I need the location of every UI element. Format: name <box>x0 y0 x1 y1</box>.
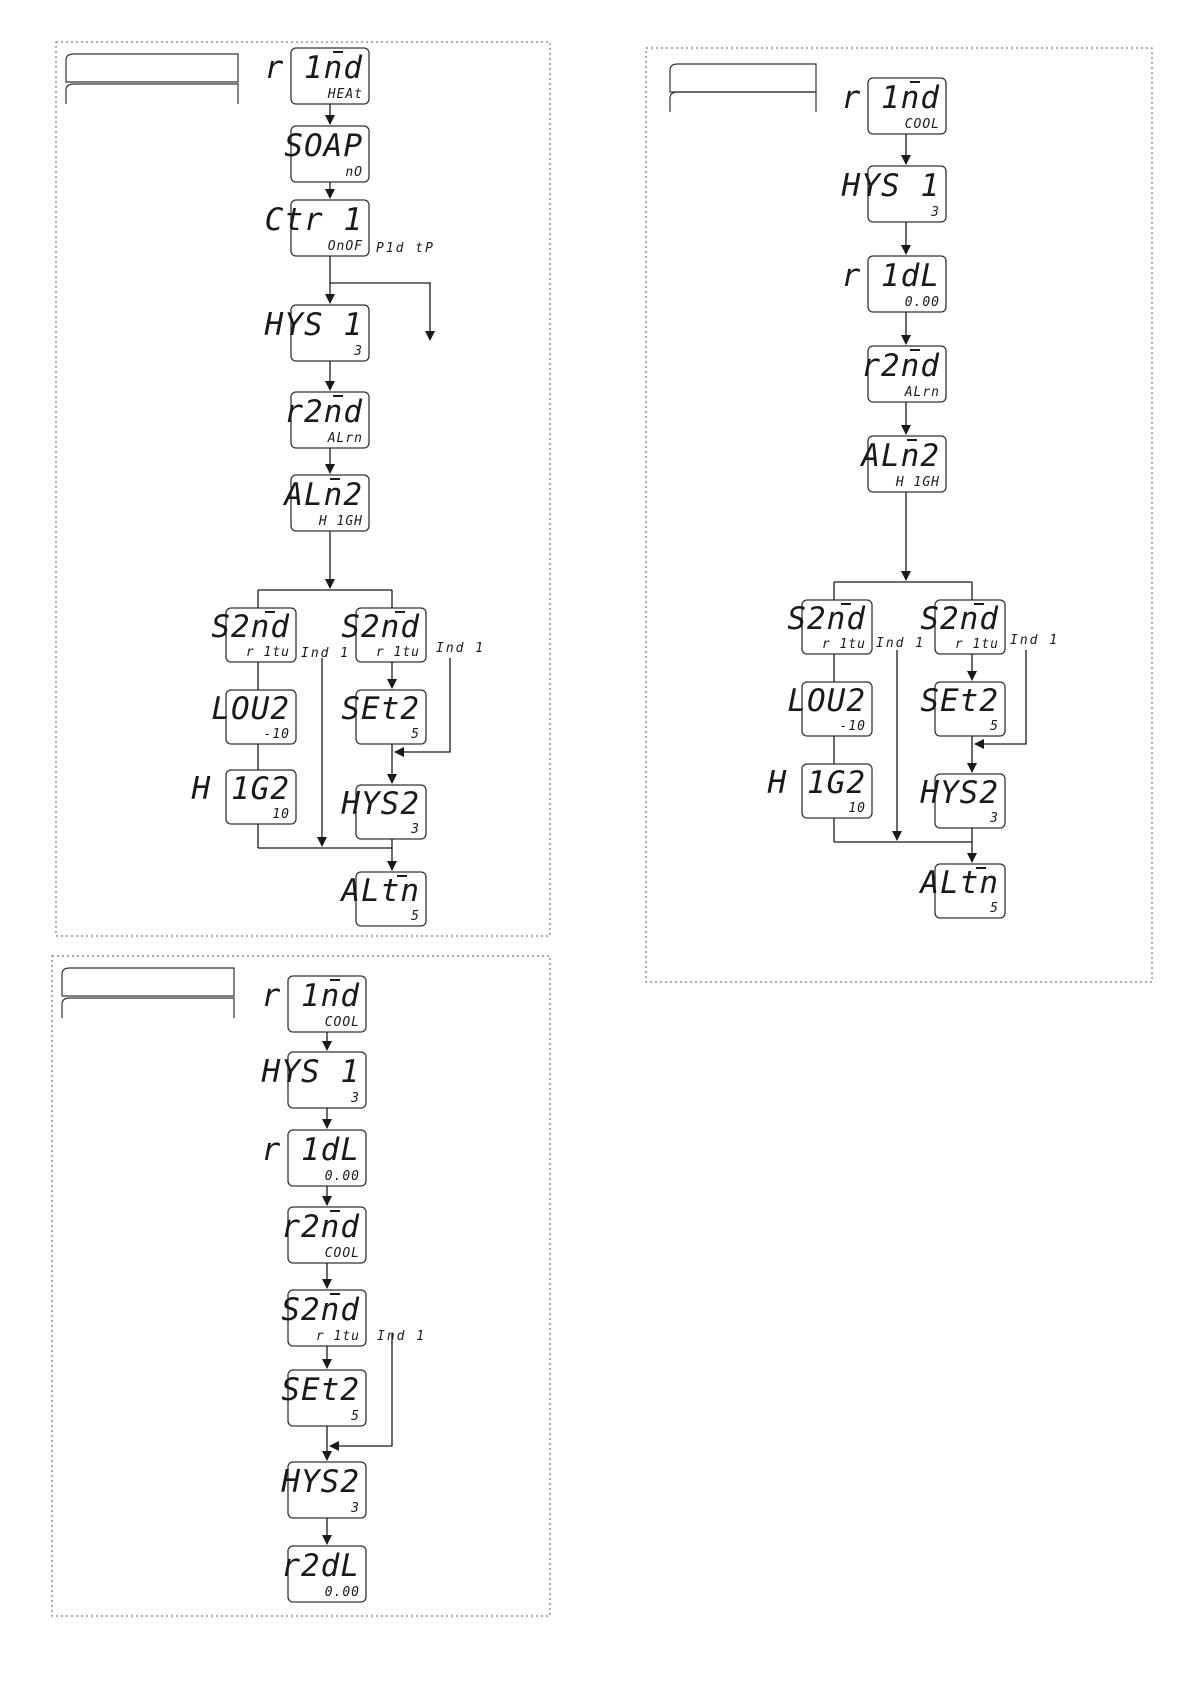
svg-text:r 1nd: r 1nd <box>841 80 940 116</box>
svg-text:r2dL: r2dL <box>281 1548 360 1584</box>
svg-text:3: 3 <box>411 822 420 837</box>
panel-tab <box>670 64 816 112</box>
svg-text:LOU2: LOU2 <box>787 683 866 719</box>
option-label: Ind 1 <box>377 1329 427 1344</box>
svg-text:SEt2: SEt2 <box>920 683 999 719</box>
svg-text:r 1tu: r 1tu <box>954 637 999 652</box>
svg-text:10: 10 <box>272 807 290 822</box>
panel-cool-alarm <box>646 48 1152 982</box>
svg-text:S2nd: S2nd <box>787 601 866 637</box>
lcd-display <box>861 346 946 402</box>
lcd-display <box>339 872 426 926</box>
lcd-display <box>787 682 872 736</box>
svg-text:HEAt: HEAt <box>327 87 363 102</box>
svg-text:HYS 1: HYS 1 <box>261 1054 360 1090</box>
lcd-display <box>280 1462 366 1518</box>
svg-text:3: 3 <box>351 1501 360 1516</box>
svg-text:S2nd: S2nd <box>281 1292 360 1328</box>
lcd-display <box>284 126 369 182</box>
lcd-display <box>787 600 872 654</box>
svg-text:r2nd: r2nd <box>284 394 363 430</box>
svg-text:5: 5 <box>411 909 420 924</box>
lcd-display <box>841 166 946 222</box>
option-label: Ind 1 <box>1010 633 1060 648</box>
svg-text:5: 5 <box>351 1409 360 1424</box>
lcd-display <box>281 1546 366 1602</box>
segment-overlines <box>265 52 986 1294</box>
panel-tab <box>62 968 234 1018</box>
svg-text:H 1G2: H 1G2 <box>191 771 290 807</box>
svg-text:r 1tu: r 1tu <box>375 645 420 660</box>
lcd-display <box>859 436 946 492</box>
svg-text:r 1dL: r 1dL <box>261 1132 360 1168</box>
option-label: Ind 1 <box>436 641 486 656</box>
lcd-display <box>920 600 1005 654</box>
lcd-display <box>261 1052 366 1108</box>
svg-text:-10: -10 <box>839 719 866 734</box>
lcd-display <box>284 392 369 448</box>
svg-text:ALn2: ALn2 <box>861 438 940 474</box>
option-label: Ind 1 <box>301 646 351 661</box>
lcd-display <box>281 1370 366 1426</box>
lcd-display <box>262 976 366 1032</box>
svg-text:ALtn: ALtn <box>341 873 420 909</box>
svg-text:ALtn: ALtn <box>920 865 999 901</box>
svg-text:COOL: COOL <box>904 117 940 132</box>
svg-text:ALrn: ALrn <box>904 385 940 400</box>
lcd-display <box>920 682 1005 736</box>
option-label: Ind 1 <box>876 636 926 651</box>
svg-text:H 1G2: H 1G2 <box>767 765 866 801</box>
svg-text:S2nd: S2nd <box>211 609 290 645</box>
lcd-display <box>281 1207 366 1263</box>
svg-text:H 1GH: H 1GH <box>895 475 940 490</box>
lcd-display <box>281 1290 366 1346</box>
lcd-display <box>842 256 946 312</box>
svg-text:S2nd: S2nd <box>341 609 420 645</box>
lcd-display <box>262 1130 366 1186</box>
svg-text:HYS 1: HYS 1 <box>841 168 940 204</box>
svg-text:COOL: COOL <box>324 1015 360 1030</box>
svg-text:H 1GH: H 1GH <box>318 514 363 529</box>
svg-text:HYS2: HYS2 <box>341 786 420 822</box>
svg-text:5: 5 <box>990 719 999 734</box>
lcd-display <box>211 690 296 744</box>
svg-text:ALn2: ALn2 <box>284 477 363 513</box>
svg-text:0.00: 0.00 <box>904 295 940 310</box>
svg-text:S2nd: S2nd <box>920 601 999 637</box>
svg-text:Ctr 1: Ctr 1 <box>264 202 363 238</box>
svg-text:SOAP: SOAP <box>284 128 363 164</box>
svg-text:r 1nd: r 1nd <box>264 50 363 86</box>
lcd-display <box>211 608 296 662</box>
svg-text:3: 3 <box>351 1091 360 1106</box>
svg-text:r 1nd: r 1nd <box>261 978 360 1014</box>
svg-text:r2nd: r2nd <box>281 1209 360 1245</box>
lcd-display <box>919 774 1005 828</box>
svg-text:r 1tu: r 1tu <box>315 1329 360 1344</box>
lcd-display <box>264 305 369 361</box>
panel-cool <box>52 956 550 1616</box>
lcd-display <box>341 690 426 744</box>
panel-heat <box>56 42 550 936</box>
svg-text:r 1tu: r 1tu <box>821 637 866 652</box>
svg-text:SEt2: SEt2 <box>341 691 420 727</box>
svg-text:3: 3 <box>354 344 363 359</box>
lcd-display <box>265 48 369 104</box>
svg-text:-10: -10 <box>263 727 290 742</box>
svg-text:HYS2: HYS2 <box>281 1464 360 1500</box>
svg-text:HYS2: HYS2 <box>920 775 999 811</box>
lcd-display <box>191 770 296 824</box>
lcd-display <box>265 200 369 256</box>
lcd-display <box>282 475 369 531</box>
lcd-display <box>341 608 426 662</box>
svg-text:5: 5 <box>990 901 999 916</box>
svg-text:r 1dL: r 1dL <box>841 258 940 294</box>
svg-text:SEt2: SEt2 <box>281 1372 360 1408</box>
lcd-display <box>340 785 426 839</box>
panel-tab <box>66 54 238 104</box>
svg-text:10: 10 <box>848 801 866 816</box>
svg-text:3: 3 <box>931 205 940 220</box>
svg-text:ALrn: ALrn <box>327 431 363 446</box>
svg-text:0.00: 0.00 <box>324 1585 360 1600</box>
lcd-display <box>918 864 1005 918</box>
svg-text:LOU2: LOU2 <box>211 691 290 727</box>
svg-text:5: 5 <box>411 727 420 742</box>
svg-text:r 1tu: r 1tu <box>245 645 290 660</box>
svg-text:r2nd: r2nd <box>861 348 940 384</box>
svg-text:COOL: COOL <box>324 1246 360 1261</box>
svg-text:0.00: 0.00 <box>324 1169 360 1184</box>
option-label: P1d tP <box>376 241 435 256</box>
svg-text:3: 3 <box>990 811 999 826</box>
svg-text:OnOF: OnOF <box>327 239 363 254</box>
flow-connectors <box>834 134 1026 862</box>
lcd-display <box>767 764 872 818</box>
svg-text:HYS 1: HYS 1 <box>264 307 363 343</box>
lcd-display <box>842 78 946 134</box>
svg-text:nO: nO <box>345 165 363 180</box>
